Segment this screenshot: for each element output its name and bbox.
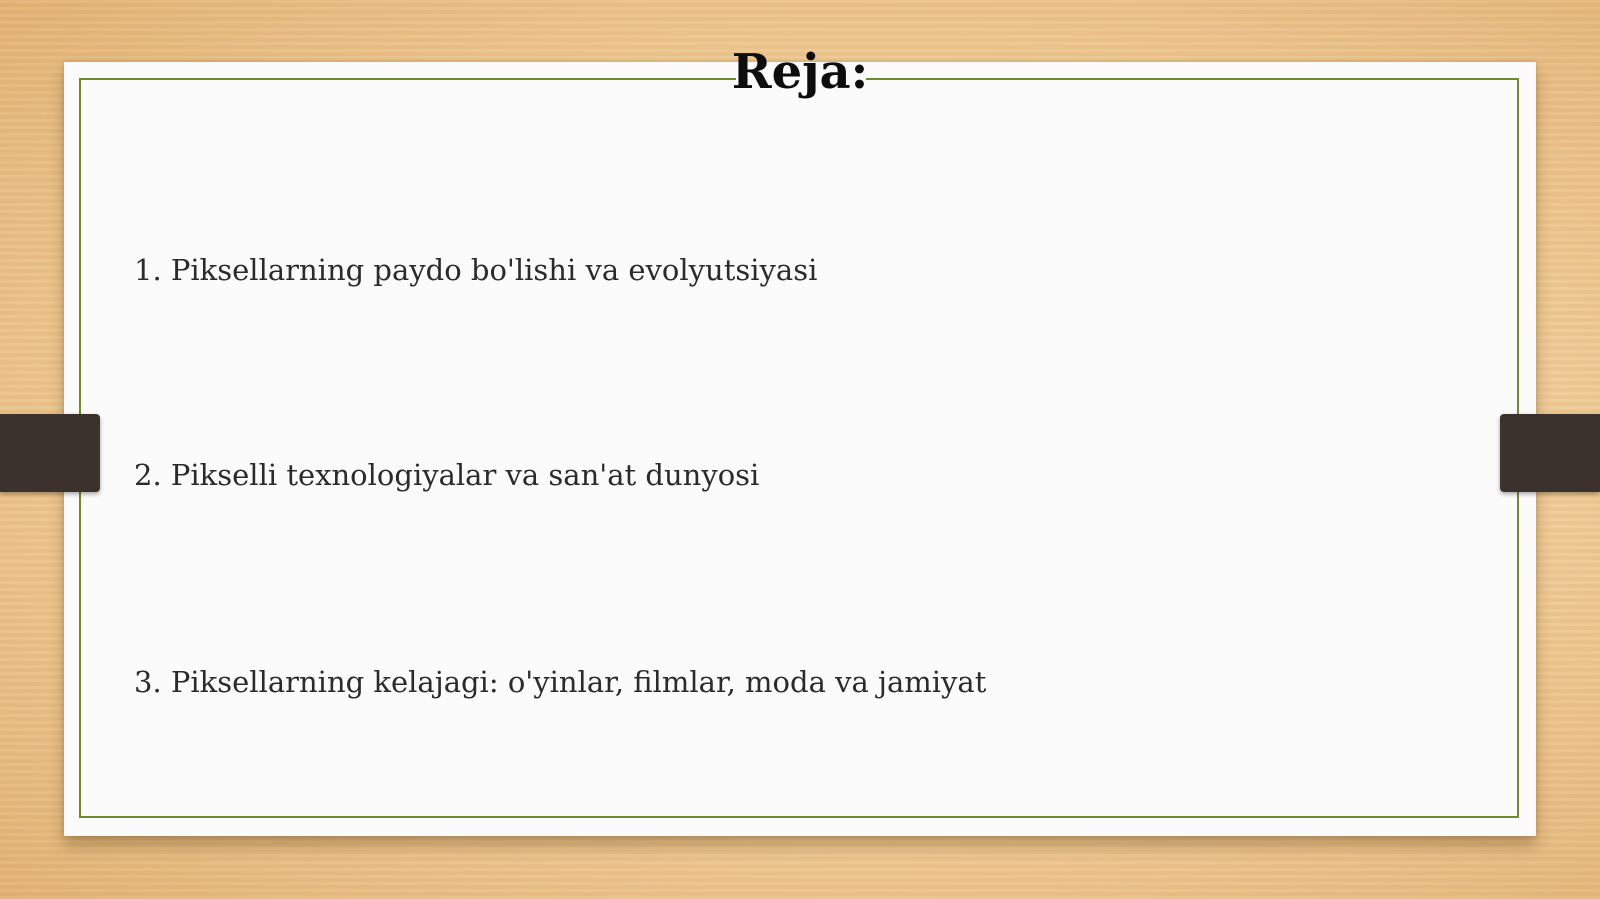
right-clip-tab <box>1500 414 1600 492</box>
plan-item-3: 3. Piksellarning kelajagi: o'yinlar, filmlar, moda va jamiyat <box>134 665 987 699</box>
plan-item-2: 2. Pikselli texnologiyalar va san'at dunyosi <box>134 458 760 492</box>
slide-frame-border <box>79 78 1519 818</box>
slide-title: Reja: <box>731 44 869 100</box>
left-clip-tab <box>0 414 100 492</box>
plan-item-1: 1. Piksellarning paydo bo'lishi va evolyutsiyasi <box>134 253 818 287</box>
